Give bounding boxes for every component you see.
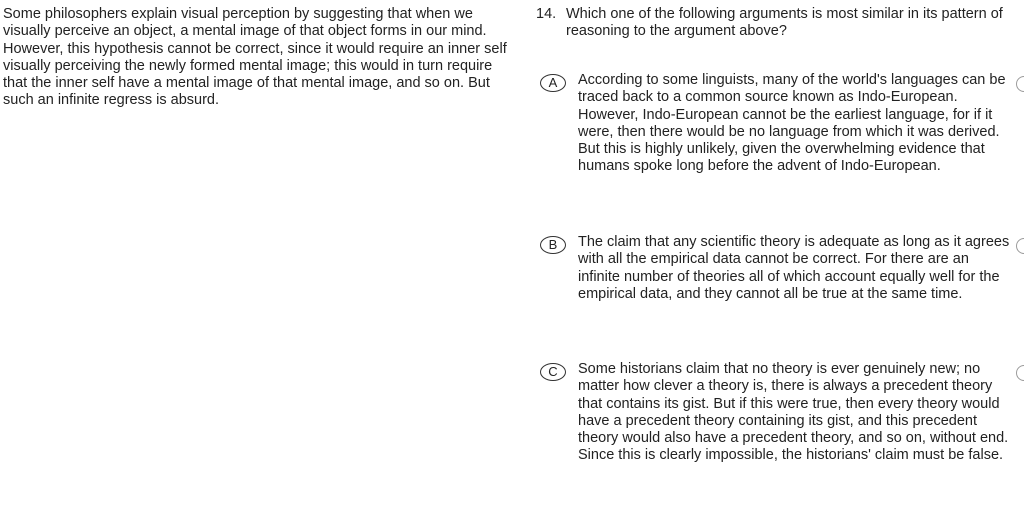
question-text: Which one of the following arguments is most similar in its pattern of reasoning to the argument above? (566, 6, 1003, 40)
choice-letter-c[interactable]: C (540, 363, 566, 381)
question-number: 14. (536, 6, 557, 22)
passage-text: Some philosophers explain visual perception by suggesting that when we visually perceive an object, a mental image of that object forms in our mind. However, this hypothesis cannot be correct, since it would require an inner self visually perceiving the newly formed mental image; this would in turn require that the inner self have a mental image of that mental image, and so on. But such an infinite regress is absurd. (3, 6, 507, 109)
choice-letter-a[interactable]: A (540, 74, 566, 92)
strikeout-toggle-c[interactable] (1016, 365, 1024, 381)
strikeout-toggle-b[interactable] (1016, 238, 1024, 254)
choice-letter-b[interactable]: B (540, 236, 566, 254)
answer-choice-c[interactable] (540, 361, 1009, 486)
strikeout-toggle-a[interactable] (1016, 76, 1024, 92)
answer-choice-a[interactable] (540, 72, 1006, 197)
choice-text-b: The claim that any scientific theory is adequate as long as it agrees with all the empirical data cannot be correct. For there are an infinite number of theories all of which account equally well for the empirical data, and they cannot all be true at the same time. (578, 234, 1010, 302)
answer-choice-b[interactable] (540, 234, 1010, 326)
choice-text-c: Some historians claim that no theory is ever genuinely new; no matter how clever a theory is, there is always a precedent theory that contains its gist. But if this were true, then every theory would have a precedent theory containing its gist, and this precedent theory would also have a precedent theory, and so on, without end. Since this is clearly impossible, the historians' claim must be false. (578, 361, 1009, 464)
choice-text-a: According to some linguists, many of the world's languages can be traced back to a common source known as Indo-European. However, Indo-European cannot be the earliest language, for if it were, then there would be no language from which it was derived. But this is highly unlikely, given the overwhelming evidence that humans spoke long before the advent of Indo-European. (578, 72, 1006, 175)
